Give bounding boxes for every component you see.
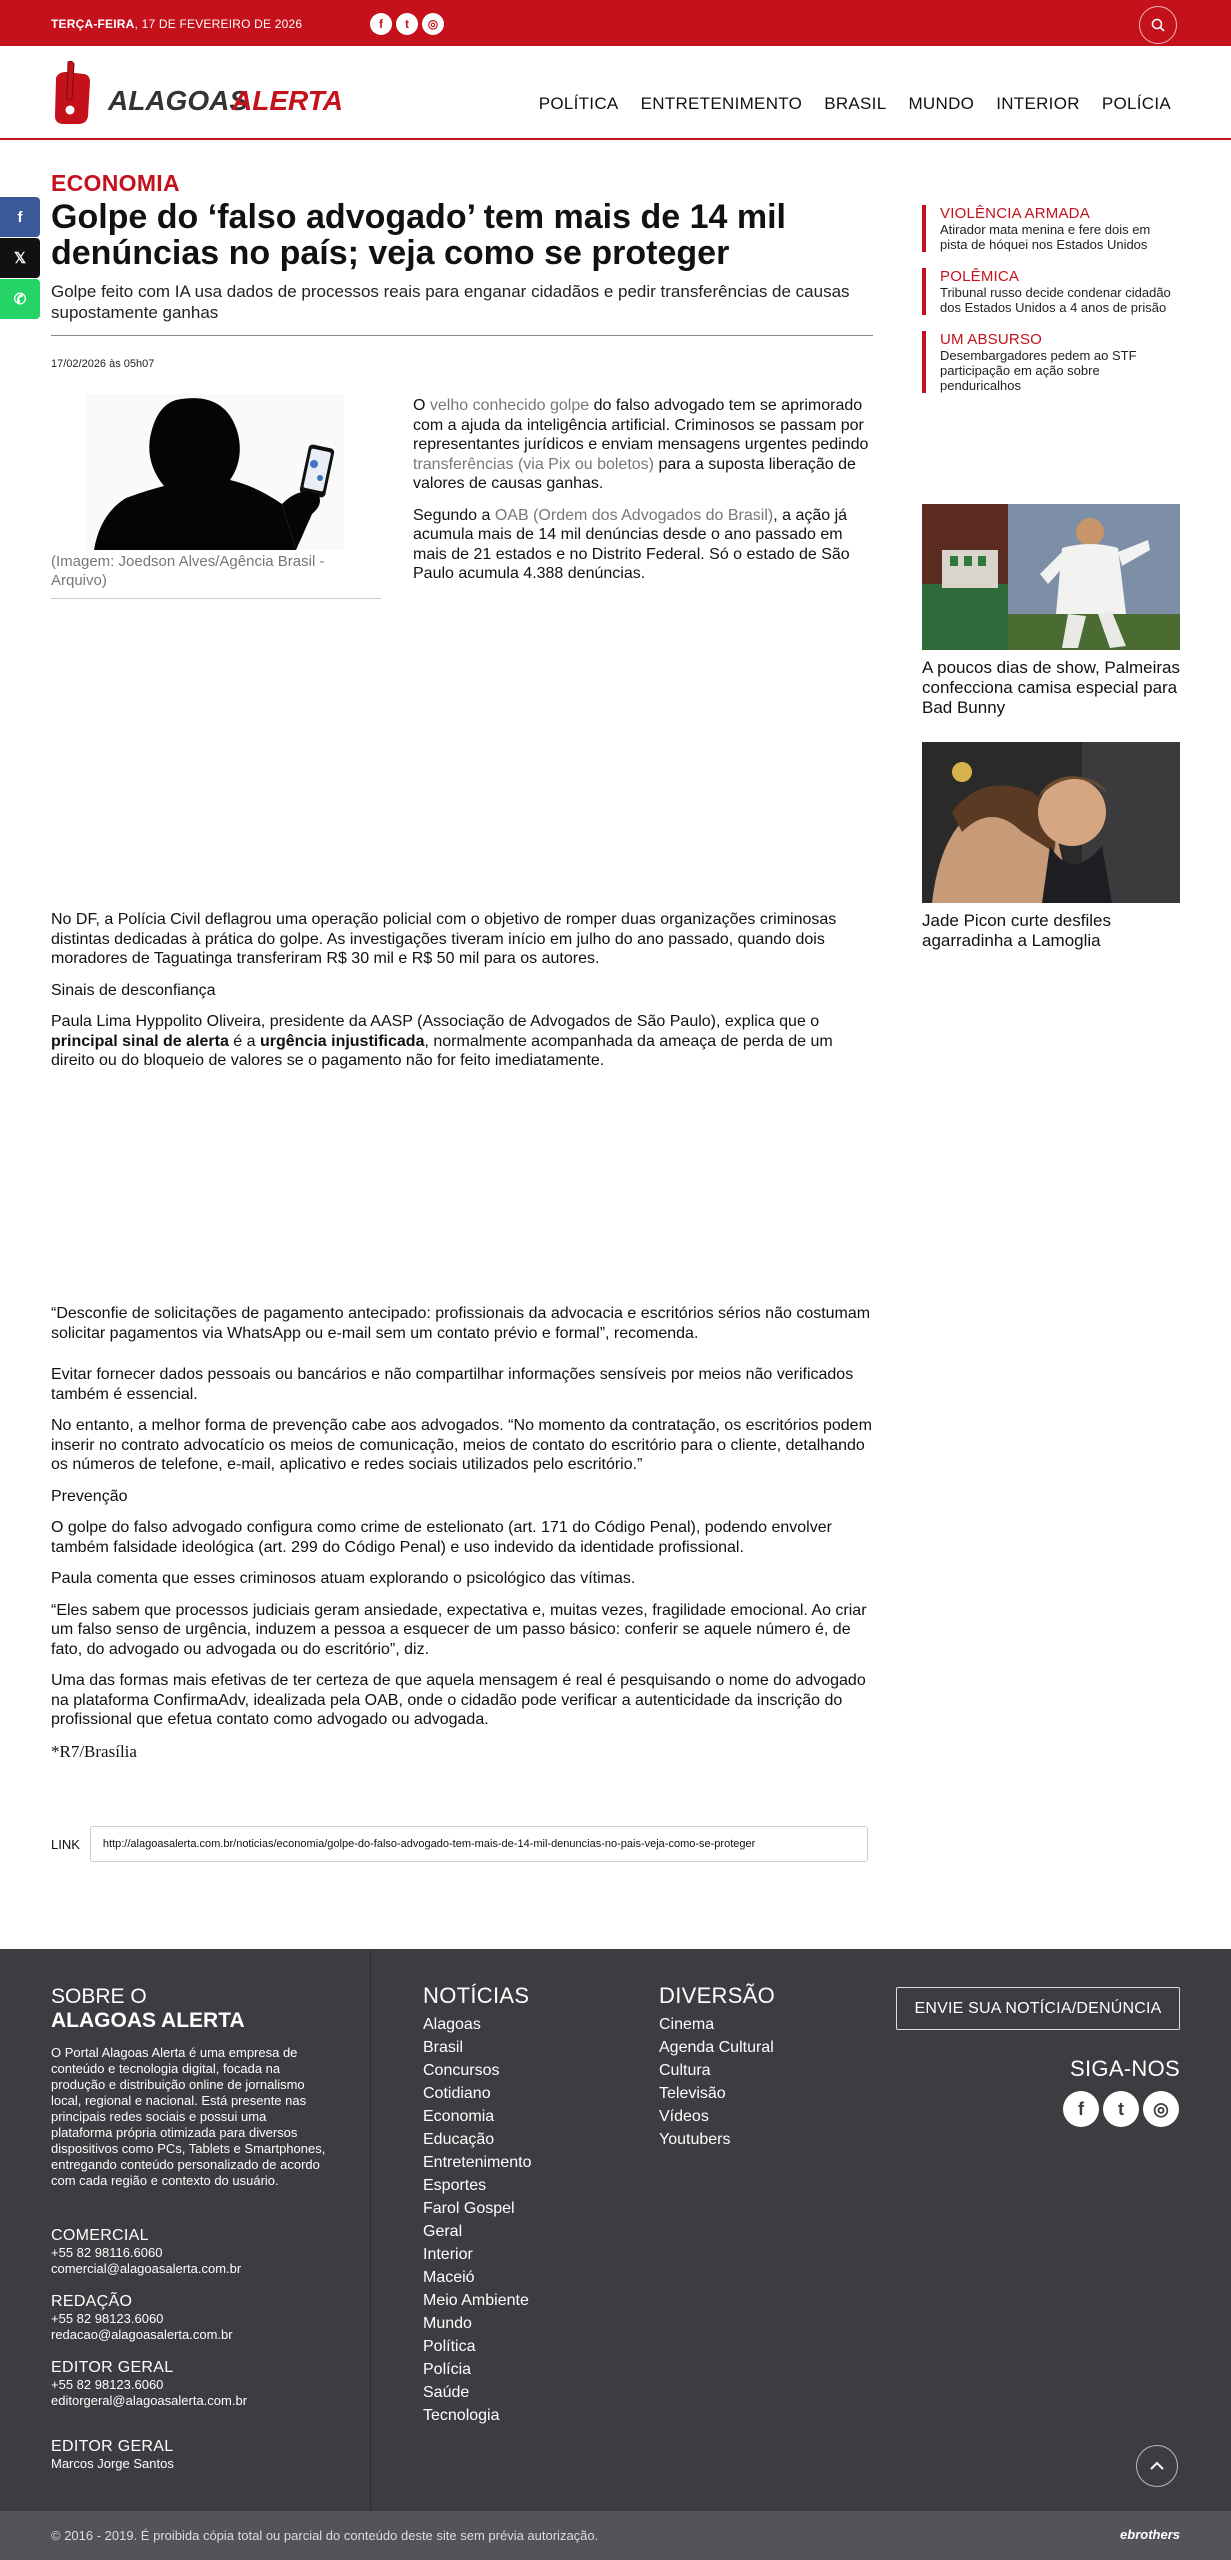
news-card[interactable]: [922, 504, 1180, 718]
footer-link[interactable]: Geral: [423, 2223, 463, 2240]
contact-redacao: [51, 2293, 351, 2343]
article-subtitle: Golpe feito com IA usa dados de processos reais para enganar cidadãos e pedir transferências de causas supostamente ganhas: [51, 282, 850, 322]
paragraph: “Desconfie de solicitações de pagamento antecipado: profissionais da advocacia e escritórios sérios não costumam solicitar pagamentos via WhatsApp ou e-mail sem um contato prévio e formal”, recomenda.: [51, 1305, 871, 1342]
facebook-icon: f: [17, 208, 23, 226]
site-header: [0, 46, 1231, 140]
subheading: Sinais de desconfiança: [51, 981, 216, 999]
footer-link[interactable]: Educação: [423, 2131, 495, 2148]
footer-link[interactable]: Interior: [423, 2246, 473, 2263]
follow-us-title: SIGA-NOS: [1070, 2056, 1180, 2081]
share-whatsapp-button[interactable]: [0, 279, 40, 319]
developer-credit[interactable]: ebrothers: [1120, 2527, 1180, 2542]
paragraph: Uma das formas mais efetivas de ter certeza de que aquela mensagem é real é pesquisando o nome do advogado na plataforma ConfirmaAdv, idealizada pela OAB, onde o cidadão pode verificar a autenticidade da inscrição do profissional que efetua contato como advogado ou advogada.: [51, 1672, 866, 1728]
alert-kicker: POLÊMICA: [940, 268, 1020, 285]
contact-editor-name: [51, 2438, 351, 2472]
contact-phone[interactable]: +55 82 98123.6060: [51, 2311, 164, 2326]
footer-link[interactable]: Alagoas: [423, 2016, 481, 2033]
instagram-icon[interactable]: ◎: [422, 13, 444, 35]
instagram-icon[interactable]: ◎: [1143, 2091, 1179, 2127]
contact-name: Marcos Jorge Santos: [51, 2456, 174, 2471]
twitter-icon[interactable]: t: [396, 13, 418, 35]
footer-link[interactable]: Farol Gospel: [423, 2200, 515, 2217]
footer-link[interactable]: Tecnologia: [423, 2407, 500, 2424]
paragraph: Evitar fornecer dados pessoais ou bancários e não compartilhar informações sensíveis por meios não verificados também é essencial.: [51, 1366, 854, 1403]
alert-item[interactable]: [922, 331, 1180, 393]
contact-email[interactable]: editorgeral@alagoasalerta.com.br: [51, 2393, 248, 2408]
card-title[interactable]: A poucos dias de show, Palmeiras confecciona camisa especial para Bad Bunny: [922, 658, 1180, 717]
logo-mark-icon: [55, 61, 90, 124]
main-nav: [539, 94, 1171, 114]
bottom-bar: [0, 2511, 1231, 2560]
footer-link[interactable]: Vídeos: [659, 2108, 709, 2125]
facebook-icon[interactable]: f: [370, 13, 392, 35]
paragraph: No entanto, a melhor forma de prevenção cabe aos advogados. “No momento da contratação, os escritórios podem inserir no contrato advocatício os meios de comunicação, meios de contato do escritório para o cliente, detalhando os números de telefone, e-mail, aplicativo e redes sociais utilizados pelo escritório.”: [51, 1417, 872, 1473]
article-header: [51, 170, 873, 336]
alert-text: Atirador mata menina e fere dois em pista de hóquei nos Estados Unidos: [940, 222, 1151, 252]
divider: [370, 1949, 371, 2511]
about-text: O Portal Alagoas Alerta é uma empresa de conteúdo e tecnologia digital, focada na produção e distribuição online de jornalismo local, regional e nacional. Está presente nas principais redes sociais e possui uma plataforma própria otimizada para diversos dispositivos como PCs, Tablets e Smartphones, entregando conteúdo personalizado de acordo com cada região e contexto do usuário.: [51, 2045, 326, 2188]
article-link-row: [51, 1826, 868, 1862]
nav-mundo[interactable]: MUNDO: [908, 94, 975, 113]
footer-link[interactable]: Cotidiano: [423, 2085, 491, 2102]
alert-kicker: VIOLÊNCIA ARMADA: [940, 205, 1090, 222]
alert-text: Desembargadores pedem ao STF participação em ação sobre penduricalhos: [940, 348, 1137, 393]
inline-link[interactable]: velho conhecido golpe: [429, 397, 590, 414]
paragraph: Segundo a OAB (Ordem dos Advogados do Brasil), a ação já acumula mais de 14 mil denúncias desde o ano passado em mais de 21 estados e no Distrito Federal. Só o estado de São Paulo acumula 4.388 denúncias.: [413, 506, 850, 582]
contact-label: REDAÇÃO: [51, 2293, 133, 2310]
subheading: Prevenção: [51, 1487, 128, 1505]
contact-email[interactable]: redacao@alagoasalerta.com.br: [51, 2327, 233, 2342]
footer-link[interactable]: Televisão: [659, 2085, 726, 2102]
logo-text-first: ALAGOAS: [108, 85, 248, 116]
column-title: DIVERSÃO: [659, 1983, 776, 2008]
card-image[interactable]: [922, 742, 1180, 903]
article-body-2: [51, 1304, 873, 1773]
contact-label: EDITOR GERAL: [51, 2359, 174, 2376]
share-facebook-button[interactable]: [0, 197, 40, 237]
footer-link[interactable]: Economia: [423, 2108, 495, 2125]
logo-text-second: ALERTA: [232, 85, 343, 116]
footer-link[interactable]: Esportes: [423, 2177, 487, 2194]
publish-date: 17/02/2026 às 05h07: [51, 358, 155, 370]
contact-comercial: [51, 2227, 351, 2277]
footer-link[interactable]: Cultura: [659, 2062, 711, 2079]
about-title: SOBRE O ALAGOAS ALERTA: [51, 1985, 245, 2032]
footer-link[interactable]: Mundo: [423, 2315, 472, 2332]
paragraph: O velho conhecido golpe do falso advogado tem se aprimorado com a ajuda da inteligência artificial. Criminosos se passam por representantes jurídicos e enviam mensagens urgentes pedindo transferências (via Pix ou boletos) para a suposta liberação de valores de causas ganhas.: [413, 397, 869, 492]
whatsapp-icon: ✆: [13, 291, 27, 308]
chevron-up-icon: [1149, 2460, 1165, 2472]
article-url-field[interactable]: http://alagoasalerta.com.br/noticias/economia/golpe-do-falso-advogado-tem-mais-de-14-mil-denuncias-no-pais-veja-como-se-proteger: [90, 1826, 868, 1862]
submit-news-button[interactable]: ENVIE SUA NOTÍCIA/DENÚNCIA: [896, 1987, 1180, 2030]
column-title: NOTÍCIAS: [423, 1983, 530, 2008]
card-title[interactable]: Jade Picon curte desfiles agarradinha a Lamoglia: [922, 911, 1111, 950]
nav-entretenimento[interactable]: ENTRETENIMENTO: [640, 94, 803, 113]
search-button[interactable]: [1139, 6, 1177, 44]
inline-link[interactable]: transferências (via Pix ou boletos): [413, 455, 654, 473]
article-section[interactable]: ECONOMIA: [51, 170, 180, 196]
current-date: TERÇA-FEIRA, 17 DE FEVEREIRO DE 2026: [51, 17, 303, 31]
twitter-icon[interactable]: t: [1103, 2091, 1139, 2127]
image-caption: (Imagem: Joedson Alves/Agência Brasil - Arquivo): [51, 553, 325, 589]
paragraph: Paula Lima Hyppolito Oliveira, presidente da AASP (Associação de Advogados de São Paulo), explica que o principal sinal de alerta é a urgência injustificada, normalmente acompanhada da ameaça de perda de um direito ou do bloqueio de valores se o pagamento não for feito imediatamente.: [51, 1013, 833, 1069]
article-intro: [413, 396, 873, 596]
footer-link[interactable]: Saúde: [423, 2384, 470, 2401]
copyright: © 2016 - 2019. É proibida cópia total ou parcial do conteúdo deste site sem prévia autorização.: [51, 2528, 599, 2543]
footer-link[interactable]: Cinema: [659, 2016, 715, 2033]
contact-phone[interactable]: +55 82 98116.6060: [51, 2245, 163, 2260]
footer-link[interactable]: Polícia: [423, 2361, 472, 2378]
card-image[interactable]: [922, 504, 1180, 650]
x-icon: 𝕏: [13, 250, 27, 267]
inline-link[interactable]: OAB (Ordem dos Advogados do Brasil): [494, 506, 774, 524]
paragraph: Paula comenta que esses criminosos atuam explorando o psicológico das vítimas.: [51, 1570, 636, 1587]
footer-link[interactable]: Youtubers: [659, 2131, 731, 2148]
footer-diversao: [659, 1983, 775, 2151]
paragraph: “Eles sabem que processos judiciais geram ansiedade, expectativa e, muitas vezes, fragilidade emocional. Ao criar um falso senso de urgência, induzem a pessoa a esquecer de um passo básico: conferir se aquele número é, de fato, do advogado ou advogada ou do escritório”, diz.: [51, 1601, 867, 1658]
footer-link[interactable]: Brasil: [423, 2039, 464, 2056]
article-title: Golpe do ‘falso advogado’ tem mais de 14 mil denúncias no país; veja como se proteger: [51, 198, 786, 272]
news-card[interactable]: [922, 742, 1180, 951]
contact-phone[interactable]: +55 82 98123.6060: [51, 2377, 164, 2392]
footer-link[interactable]: Maceió: [423, 2269, 475, 2286]
article-figure: [51, 394, 381, 599]
footer-link[interactable]: Meio Ambiente: [423, 2292, 529, 2309]
divider: [51, 598, 381, 599]
footer-link[interactable]: Entretenimento: [423, 2154, 532, 2171]
top-bar: [0, 0, 1231, 46]
nav-brasil[interactable]: BRASIL: [824, 94, 887, 113]
top-social-links: [370, 13, 444, 35]
share-x-button[interactable]: [0, 238, 40, 278]
site-logo[interactable]: [50, 58, 360, 128]
paragraph: O golpe do falso advogado configura como crime de estelionato (art. 171 do Código Penal), podendo envolver também falsidade ideológica (art. 299 do Código Penal) e uso indevido da identidade profissional.: [51, 1519, 832, 1556]
link-label: LINK: [51, 1836, 80, 1852]
alert-item[interactable]: [922, 205, 1180, 252]
footer-link[interactable]: Concursos: [423, 2062, 500, 2079]
divider: [51, 335, 873, 336]
footer-noticias: [423, 1983, 532, 2427]
site-footer: [0, 1949, 1231, 2511]
footer-link[interactable]: Agenda Cultural: [659, 2039, 774, 2056]
contact-label: COMERCIAL: [51, 2227, 149, 2244]
facebook-icon[interactable]: f: [1063, 2091, 1099, 2127]
nav-interior[interactable]: INTERIOR: [996, 94, 1080, 113]
back-to-top-button[interactable]: [1136, 2445, 1178, 2487]
footer-link[interactable]: Política: [423, 2338, 476, 2355]
nav-policia[interactable]: POLÍCIA: [1101, 94, 1171, 113]
article-image[interactable]: [86, 394, 344, 550]
article-body-1: [51, 910, 873, 1083]
paragraph: No DF, a Polícia Civil deflagrou uma operação policial com o objetivo de romper duas organizações criminosas distintas dedicadas à prática do golpe. As investigações tiveram início em julho do ano passado, quando dois moradores de Taguatinga transferiram R$ 30 mil e R$ 50 mil para os autores.: [51, 911, 837, 967]
search-icon: [1150, 17, 1166, 33]
contact-editor: [51, 2359, 351, 2409]
article-signature: *R7/Brasília: [51, 1741, 137, 1761]
contact-email[interactable]: comercial@alagoasalerta.com.br: [51, 2261, 242, 2276]
alert-item[interactable]: [922, 268, 1180, 315]
footer-about: [51, 1985, 331, 2189]
sidebar-alerts: [922, 205, 1180, 409]
alert-text: Tribunal russo decide condenar cidadão dos Estados Unidos a 4 anos de prisão: [940, 285, 1171, 315]
footer-social-links: [1063, 2091, 1179, 2127]
alert-kicker: UM ABSURSO: [940, 331, 1043, 348]
contact-label: EDITOR GERAL: [51, 2438, 174, 2455]
nav-politica[interactable]: POLÍTICA: [538, 94, 619, 113]
